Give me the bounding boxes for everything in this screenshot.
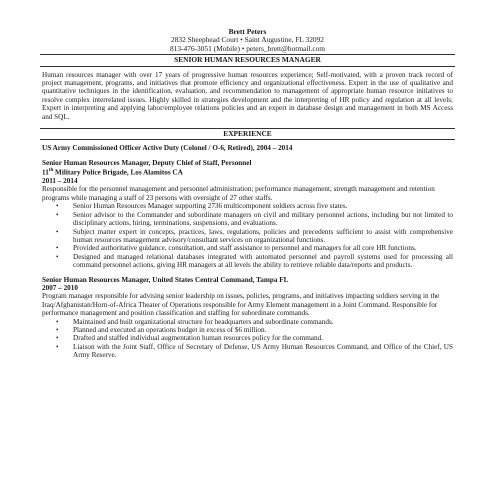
job-bullet: • Liaison with the Joint Staff, Office of Secretary of Defense, US Army Human Resources Command, and Office of the Chief, US Army Reserve.: [65, 343, 453, 360]
job-unit: 11th Military Police Brigade, Los Alamitos CA: [42, 168, 183, 177]
job-bullet: • Maintained and built organizational structure for headquarters and subordinate commands.: [65, 318, 453, 326]
summary-section: [42, 71, 453, 121]
address-line: 2832 Sheephead Court • Saint Augustine, FL 32092: [171, 35, 324, 45]
job-bullet: • Senior Human Resources Manager supporting 2736 multicomponent soldiers across five states.: [65, 202, 453, 210]
job-bullet-list: [42, 318, 453, 360]
job-title: Senior Human Resources Manager, United States Central Command, Tampa FL: [42, 275, 289, 284]
job-bullet: • Subject matter expert in concepts, practices, laws, regulations, policies and precedents sufficient to assist with comprehensive human resources management advisory/consultant services on organizational functions.: [65, 228, 453, 245]
job-description: Program manager responsible for advising senior leadership on issues, policies, programs, and initiatives impacting soldiers serving in the Iraq/Afghanistan/Horn-of-Africa Theater of Operations responsible for Army Element management in a Joint Command. Responsible for performance management and position classification and staffing for subordinate commands.: [42, 292, 440, 318]
divider-title: [40, 66, 455, 67]
candidate-name: Brett Peters: [228, 27, 267, 36]
military-service-line: US Army Commissioned Officer Active Duty (Colonel / O-6, Retired), 2004 – 2014: [42, 144, 293, 153]
resume-title: SENIOR HUMAN RESOURCES MANAGER: [174, 55, 321, 65]
job-dates: 2011 – 2014: [42, 177, 78, 186]
job-bullet: • Designed and managed relational databases integrated with automated personnel and payroll systems used for processing all command personnel actions, giving HR managers at all levels the ability to retrieve reliable data/reports and products.: [65, 253, 453, 270]
job-entry: [42, 159, 453, 270]
job-bullet-list: [42, 202, 453, 269]
experience-section: [42, 144, 453, 359]
experience-heading: EXPERIENCE: [223, 129, 272, 139]
job-bullet: • Provided authoritative guidance, consultation, and staff assistance to personnel and managers for all core HR functions.: [65, 244, 453, 252]
job-dates: 2007 – 2010: [42, 283, 78, 292]
divider-experience-bottom: [40, 139, 455, 140]
job-description: Responsible for the personnel management and personnel administration; performance management, strength management and retention programs while managing a staff of 23 persons with oversight of 27 other staffs.: [42, 185, 435, 202]
contact-line: 813-476-3051 (Mobile) • peters_brett@hotmail.com: [169, 43, 326, 53]
job-bullet: • Planned and executed an operations budget in excess of $6 million.: [65, 326, 453, 334]
summary-text: Human resources manager with over 17 years of progressive human resources experience; Self-motivated, with a proven track record of project management, programs, and initiatives that promote efficiency and organizational effectiveness. Expert in the use of qualitative and quantitative techniques in the identification, evaluation, and recommendation to management of appropriate human resource initiatives to resolve complex interrelated issues. Highly skilled in strategies development and the interpreting of HR policy and regulation at all levels; Expert in interpreting and applying labor/employee relations policies and an expert in database design and management in both MS Access and SQL.: [42, 70, 453, 121]
job-bullet: • Senior advisor to the Commander and subordinate managers on civil and military personnel actions, including but not limited to disciplinary actions, hiring, terminations, suspensions, and evaluations.: [65, 211, 453, 228]
job-bullet: • Drafted and staffed individual augmentation human resources policy for the command.: [65, 334, 453, 342]
job-entry: [42, 276, 453, 360]
job-title: Senior Human Resources Manager, Deputy Chief of Staff, Personnel: [42, 158, 252, 167]
